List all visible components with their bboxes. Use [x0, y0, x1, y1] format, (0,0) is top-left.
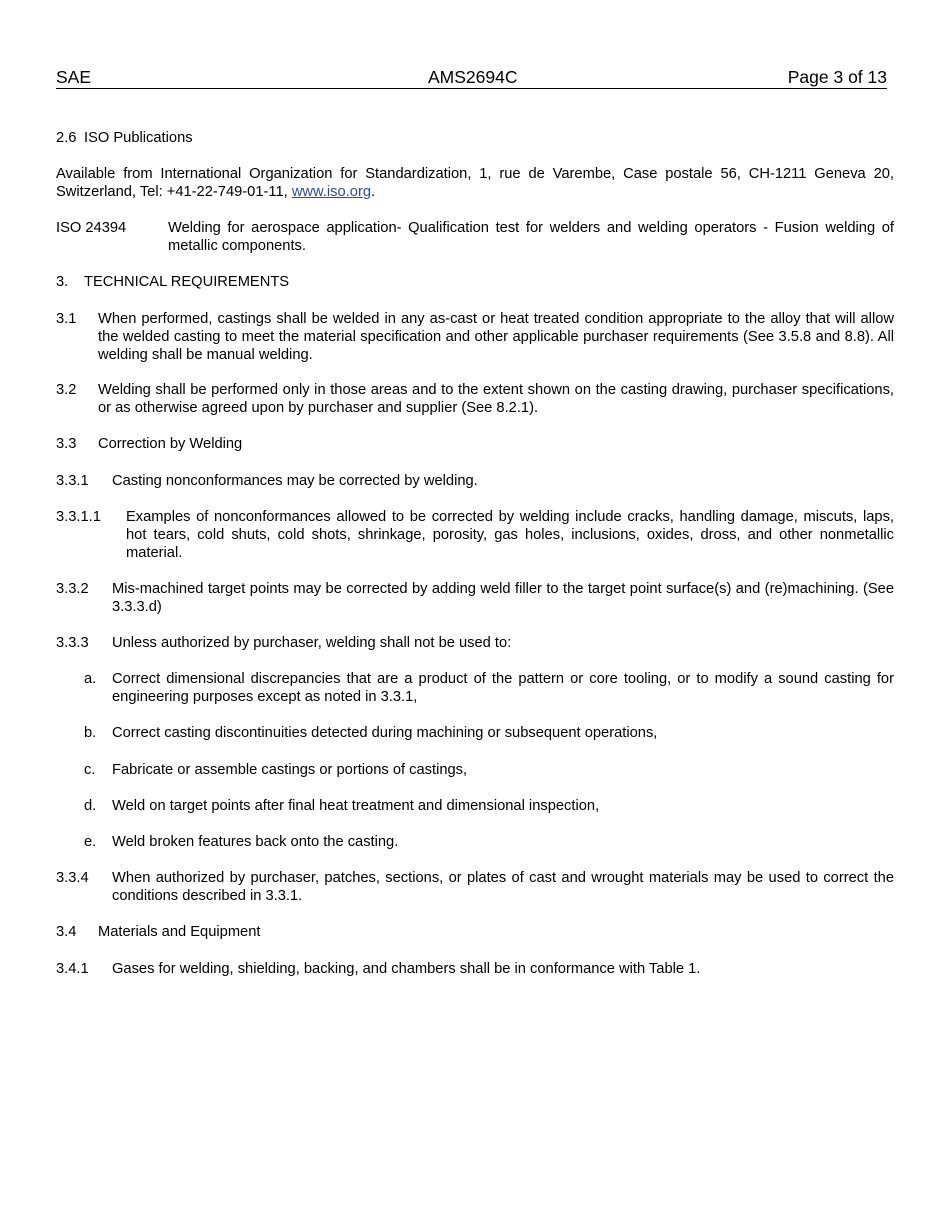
header-doc-id: AMS2694C — [428, 67, 518, 87]
list-item-label: e. — [84, 834, 97, 850]
list-item-label: d. — [84, 798, 97, 814]
header-page-number: Page 3 of 13 — [787, 67, 887, 87]
section-number: 3.3.1 — [56, 473, 89, 489]
page-header — [56, 66, 887, 89]
section-number: 3.3.4 — [56, 870, 89, 886]
section-text: Unless authorized by purchaser, welding shall not be used to: — [112, 635, 512, 651]
section-title: Correction by Welding — [98, 436, 243, 452]
list-item-label: a. — [84, 671, 97, 687]
iso-reference-title: Welding for aerospace application- Qualification test for welders and welding operators - Fusion welding of metallic components. — [168, 220, 894, 254]
list-item-label: c. — [84, 762, 96, 778]
section-number: 3.3.1.1 — [56, 509, 101, 525]
section-title: ISO Publications — [84, 130, 193, 146]
section-number: 3.4.1 — [56, 961, 89, 977]
section-text: When authorized by purchaser, patches, sections, or plates of cast and wrought materials may be used to correct the conditions described in 3.3.1. — [112, 870, 894, 904]
header-org: SAE — [56, 67, 92, 87]
section-number: 3.3.3 — [56, 635, 89, 651]
list-item-text: Correct casting discontinuities detected during machining or subsequent operations, — [112, 725, 658, 741]
section-number: 3.2 — [56, 382, 77, 398]
section-text: Examples of nonconformances allowed to be corrected by welding include cracks, handling damage, miscuts, laps, hot tears, cold shuts, cold shots, shrinkage, porosity, gas holes, inclusions, oxides, dross, and other nonmetallic material. — [126, 509, 894, 561]
section-text: Casting nonconformances may be corrected by welding. — [112, 473, 478, 489]
section-text: Welding shall be performed only in those areas and to the extent shown on the casting drawing, purchaser specifications, or as otherwise agreed upon by purchaser and supplier (See 8.2.1). — [98, 382, 894, 416]
list-item-text: Weld broken features back onto the casting. — [112, 834, 399, 850]
iso-availability-end: . — [371, 184, 376, 200]
section-text: Mis-machined target points may be corrected by adding weld filler to the target point surface(s) and (re)machining. (See 3.3.3.d) — [112, 581, 894, 615]
section-text: When performed, castings shall be welded in any as-cast or heat treated condition appropriate to the alloy that will allow the welded casting to meet the material specification and other applicable purchaser requirements (See 3.5.8 and 8.8). All welding shall be manual welding. — [98, 311, 894, 363]
iso-reference-id: ISO 24394 — [56, 220, 127, 236]
list-item-text: Fabricate or assemble castings or portions of castings, — [112, 762, 468, 778]
iso-availability-text: Available from International Organization for Standardization, 1, rue de Varembe, Case postale 56, CH-1211 Geneva 20, Switzerland, Tel: +41-22-749-01-11, — [56, 166, 894, 200]
list-item-text: Correct dimensional discrepancies that are a product of the pattern or core tooling, or to modify a sound casting for engineering purposes except as noted in 3.3.1, — [112, 671, 894, 705]
section-title: Materials and Equipment — [98, 924, 261, 940]
section-text: Gases for welding, shielding, backing, and chambers shall be in conformance with Table 1. — [112, 961, 701, 977]
section-number: 3.3 — [56, 436, 77, 452]
section-number: 3.4 — [56, 924, 77, 940]
iso-availability-paragraph — [56, 165, 894, 201]
section-number: 2.6 — [56, 130, 77, 146]
section-number: 3.1 — [56, 311, 77, 327]
list-item-label: b. — [84, 725, 97, 741]
section-title: TECHNICAL REQUIREMENTS — [84, 274, 290, 290]
list-item-text: Weld on target points after final heat treatment and dimensional inspection, — [112, 798, 600, 814]
iso-website-link[interactable]: www.iso.org — [291, 184, 372, 200]
section-number: 3.3.2 — [56, 581, 89, 597]
section-number: 3. — [56, 274, 69, 290]
